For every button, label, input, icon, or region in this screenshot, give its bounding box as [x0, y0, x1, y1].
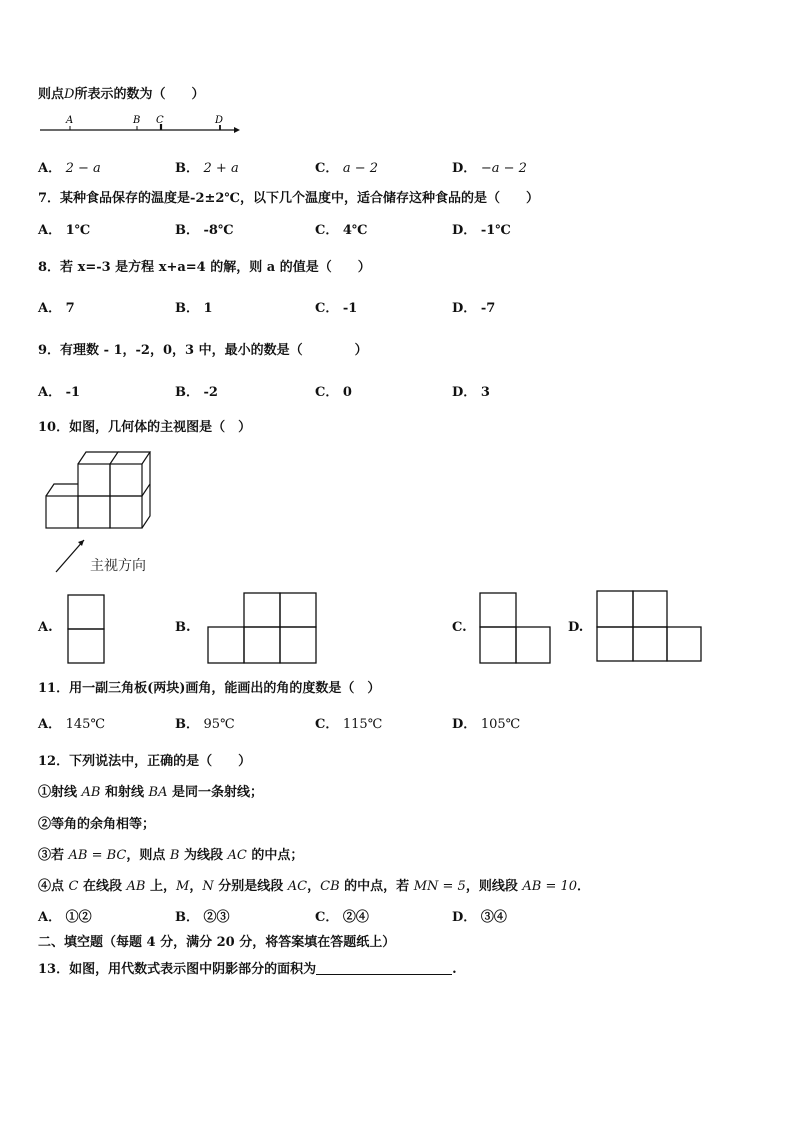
option-text: 145℃ [65, 717, 105, 732]
option-text: 105℃ [480, 717, 521, 732]
option-text: 3 [480, 385, 490, 400]
statement-text: ④点 [38, 879, 69, 894]
option-text: 2 + a [203, 161, 239, 176]
question-13-stem [38, 958, 457, 977]
option-text: ③④ [480, 910, 507, 925]
option-a[interactable] [38, 297, 75, 316]
option-text: -1 [65, 385, 81, 400]
option-b-letter[interactable]: B. [175, 620, 191, 635]
option-text: ①② [65, 910, 92, 925]
option-d[interactable] [452, 297, 495, 316]
math-term: M [176, 879, 190, 894]
solid-figure [40, 448, 160, 580]
option-a[interactable] [38, 906, 92, 925]
option-text: −a − 2 [480, 161, 527, 176]
option-text: -1℃ [480, 223, 511, 238]
option-letter: D． [452, 910, 477, 925]
statement-text: ，则线段 [465, 879, 523, 894]
point-d-label: D [64, 87, 75, 102]
question-6-stem [38, 83, 204, 102]
question-9-stem: 9．有理数 - 1，-2，0，3 中，最小的数是（ ） [38, 343, 368, 358]
option-a[interactable] [38, 713, 105, 732]
stem-text: 13．如图，用代数式表示图中阴影部分的面积为 [38, 962, 317, 977]
question-10-stem: 10．如图，几何体的主视图是（ ） [38, 420, 252, 435]
option-d[interactable] [452, 713, 520, 732]
label-d: D [215, 115, 224, 126]
option-letter: D． [452, 301, 477, 316]
option-d[interactable] [452, 219, 511, 238]
option-letter: D． [452, 161, 477, 176]
option-text: 95℃ [203, 717, 235, 732]
option-b[interactable] [175, 381, 218, 400]
statement-3 [38, 844, 303, 863]
option-b[interactable] [175, 219, 234, 238]
statement-text: 的中点； [246, 848, 304, 863]
option-text: -8℃ [203, 223, 234, 238]
option-letter: D． [452, 717, 477, 732]
option-letter: B． [175, 910, 199, 925]
option-c[interactable] [315, 906, 369, 925]
option-letter: A． [38, 385, 62, 400]
label-b: B [133, 115, 141, 126]
option-letter: C． [315, 385, 339, 400]
math-term: AB = 10 [522, 879, 578, 894]
option-a[interactable] [38, 381, 80, 400]
statement-text: 在线段 [78, 879, 127, 894]
option-text: -1 [342, 301, 358, 316]
math-term: C [68, 879, 79, 894]
statement-1 [38, 781, 263, 800]
math-term: AC [287, 879, 308, 894]
math-term: N [202, 879, 214, 894]
section-heading: 二、填空题（每题 4 分，满分 20 分，将答案填在答题纸上） [38, 935, 396, 950]
statement-text: 是同一条射线； [167, 785, 264, 800]
option-letter: C． [315, 223, 339, 238]
option-d[interactable] [452, 381, 490, 400]
option-letter: B． [175, 223, 199, 238]
statement-text: 上， [145, 879, 177, 894]
option-letter: B． [175, 301, 199, 316]
option-text: a − 2 [342, 161, 379, 176]
math-term: MN = 5 [413, 879, 466, 894]
option-text: 4℃ [342, 223, 368, 238]
option-c[interactable] [315, 219, 368, 238]
option-letter: A． [38, 717, 62, 732]
option-text: -7 [480, 301, 496, 316]
option-letter: C． [315, 301, 339, 316]
view-direction-caption: 主视方向 [90, 558, 146, 574]
math-term: AB = BC [68, 848, 127, 863]
option-letter: A． [38, 910, 62, 925]
option-text: ②④ [342, 910, 369, 925]
question-7-stem: 7．某种食品保存的温度是-2±2℃，以下几个温度中，适合储存这种食品的是（ ） [38, 191, 540, 206]
option-b[interactable] [175, 157, 239, 176]
option-b[interactable] [175, 713, 235, 732]
option-letter: D． [452, 223, 477, 238]
option-b-figure[interactable] [206, 591, 320, 665]
statement-text: ，则点 [126, 848, 170, 863]
statement-text: ③若 [38, 848, 69, 863]
option-d[interactable] [452, 157, 527, 176]
statement-text: ， [307, 879, 321, 894]
option-a-letter[interactable]: A. [38, 620, 53, 635]
math-term: CB [320, 879, 340, 894]
math-term: AB [126, 879, 146, 894]
option-letter: A． [38, 223, 62, 238]
stem-text: . [452, 962, 457, 977]
question-8-stem: 8．若 x=-3 是方程 x+a=4 的解，则 a 的值是（ ） [38, 260, 371, 275]
option-a[interactable] [38, 219, 90, 238]
number-line-arrow [234, 127, 240, 133]
statement-4 [38, 875, 590, 894]
option-d[interactable] [452, 906, 507, 925]
option-a[interactable] [38, 157, 101, 176]
math-term: B [169, 848, 180, 863]
option-letter: D． [452, 385, 477, 400]
option-text: ②③ [203, 910, 230, 925]
option-text: 0 [342, 385, 352, 400]
question-12-stem: 12．下列说法中，正确的是（ ） [38, 754, 252, 769]
math-term: BA [148, 785, 168, 800]
option-text: -2 [203, 385, 218, 400]
math-term: AB [81, 785, 101, 800]
option-letter: C． [315, 717, 339, 732]
option-letter: B． [175, 717, 199, 732]
statement-text: 分别是线段 [213, 879, 288, 894]
statement-text: ． [577, 879, 591, 894]
option-letter: A． [38, 301, 62, 316]
option-c[interactable] [315, 157, 378, 176]
label-a: A [66, 115, 74, 126]
option-text: 7 [65, 301, 75, 316]
statement-text: ， [189, 879, 203, 894]
option-b[interactable] [175, 906, 230, 925]
question-11-stem: 11．用一副三角板(两块)画角，能画出的角的度数是（ ） [38, 681, 381, 696]
option-d-letter[interactable]: D. [568, 620, 584, 635]
option-letter: C． [315, 910, 339, 925]
option-c-figure[interactable] [478, 591, 554, 665]
option-text: 1℃ [65, 223, 91, 238]
option-letter: B． [175, 385, 199, 400]
option-d-figure[interactable] [595, 589, 705, 665]
option-letter: A． [38, 161, 62, 176]
answer-blank[interactable] [316, 962, 452, 975]
statement-2: ②等角的余角相等； [38, 817, 156, 832]
option-c[interactable] [315, 713, 382, 732]
option-c[interactable] [315, 297, 357, 316]
option-b[interactable] [175, 297, 213, 316]
number-line-figure [38, 110, 243, 140]
math-term: AC [227, 848, 247, 863]
option-letter: B． [175, 161, 199, 176]
statement-text: 的中点，若 [339, 879, 414, 894]
option-a-figure[interactable] [66, 593, 108, 665]
stem-text: 所表示的数为（ ） [74, 87, 205, 102]
statement-text: 为线段 [179, 848, 228, 863]
option-c-letter[interactable]: C. [452, 620, 467, 635]
label-c: C [156, 115, 164, 126]
statement-text: 和射线 [100, 785, 149, 800]
statement-text: ①射线 [38, 785, 82, 800]
option-text: 2 − a [65, 161, 101, 176]
option-c[interactable] [315, 381, 352, 400]
option-text: 1 [203, 301, 213, 316]
option-text: 115℃ [342, 717, 383, 732]
stem-text: 则点 [38, 87, 65, 102]
option-letter: C． [315, 161, 339, 176]
